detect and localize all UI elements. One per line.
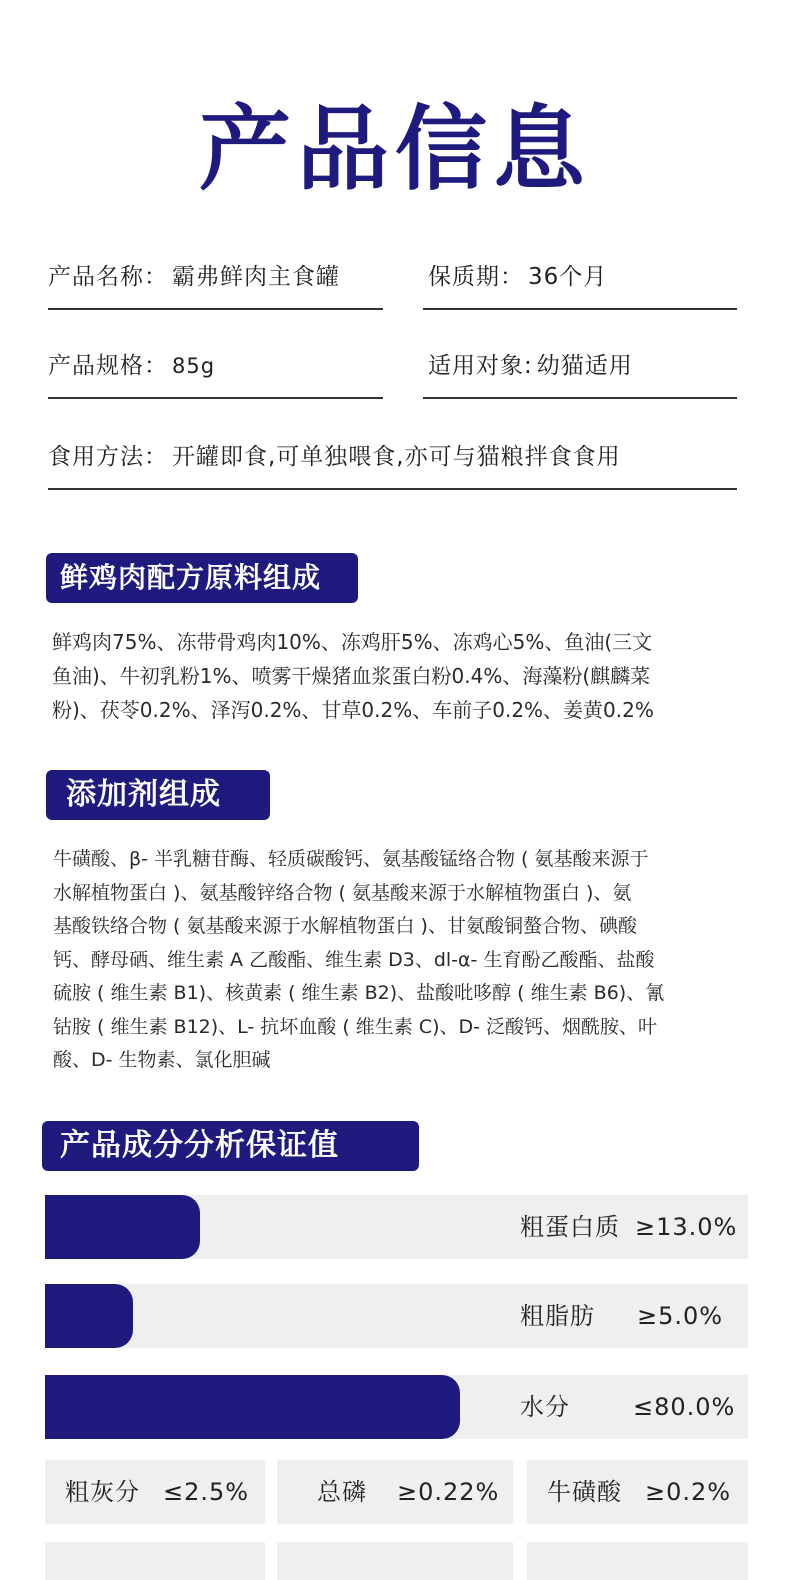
analysis-bar-fill [45,1195,200,1259]
analysis-bar-label: 粗蛋白质 [520,1213,620,1241]
additives-line: 硫胺 ( 维生素 B1)、核黄素 ( 维生素 B2)、盐酸吡哆醇 ( 维生素 B6)、氰 [53,982,665,1004]
target-field [423,351,737,399]
ingredients-line: 粉)、茯苓0.2%、泽泻0.2%、甘草0.2%、车前子0.2%、姜黄0.2% [52,698,654,722]
additives-line: 钴胺 ( 维生素 B12)、L- 抗坏血酸 ( 维生素 C)、D- 泛酸钙、烟酰胺、叶 [53,1015,658,1038]
target-value: 幼猫适用 [536,353,633,379]
analysis-bar-label: 粗脂肪 [520,1302,595,1330]
analysis-cell-partial [45,1542,265,1580]
product-name-value: 霸弗鲜肉主食罐 [172,264,340,290]
additives-line: 钙、酵母硒、维生素 A 乙酸酯、维生素 D3、dl-α- 生育酚乙酸酯、盐酸 [53,948,655,971]
analysis-bar-value: ≥13.0% [635,1213,738,1241]
additives-line: 牛磺酸、β- 半乳糖苷酶、轻质碳酸钙、氨基酸锰络合物 ( 氨基酸来源于 [53,848,649,870]
analysis-cell [45,1460,265,1524]
analysis-cell [277,1460,513,1524]
additives-line: 酸、D- 生物素、氯化胆碱 [53,1049,271,1071]
analysis-cell-partial [277,1542,513,1580]
analysis-bar-row [45,1195,748,1259]
analysis-bar-fill [45,1284,133,1348]
product-spec-label: 产品规格： [48,353,168,379]
ingredients-line: 鲜鸡肉75%、冻带骨鸡肉10%、冻鸡肝5%、冻鸡心5%、鱼油(三文 [52,630,653,654]
additives-line: 水解植物蛋白 )、氨基酸锌络合物 ( 氨基酸来源于水解植物蛋白 )、氨 [53,881,632,904]
additives-text [53,843,753,1078]
analysis-cell-label: 牛磺酸 [547,1478,622,1506]
product-name-field [48,262,383,310]
analysis-cell-partial [527,1542,748,1580]
additives-line: 基酸铁络合物 ( 氨基酸来源于水解植物蛋白 )、甘氨酸铜螯合物、碘酸 [53,915,637,937]
usage-field [48,442,737,490]
analysis-cell-label: 总磷 [317,1478,367,1506]
analysis-bar-row [45,1284,748,1348]
page-title: 产品信息 [198,96,591,203]
analysis-bar-value: ≥5.0% [637,1302,724,1330]
usage-value: 开罐即食,可单独喂食,亦可与猫粮拌食食用 [172,444,621,470]
analysis-cell-value: ≤2.5% [163,1478,250,1506]
usage-label: 食用方法： [48,444,168,470]
shelf-life-label: 保质期： [428,264,524,290]
analysis-bar-row [45,1375,748,1439]
analysis-bar-fill [45,1375,460,1439]
additives-header: 添加剂组成 [46,770,270,820]
analysis-cell [527,1460,748,1524]
analysis-bar-label: 水分 [520,1393,570,1421]
ingredients-text [52,625,752,727]
analysis-bar-value: ≤80.0% [633,1393,736,1421]
shelf-life-value: 36个月 [528,264,608,290]
analysis-cell-label: 粗灰分 [65,1478,140,1506]
ingredients-line: 鱼油)、牛初乳粉1%、喷雾干燥猪血浆蛋白粉0.4%、海藻粉(麒麟菜 [52,664,651,688]
product-name-label: 产品名称： [48,264,168,290]
analysis-cell-value: ≥0.2% [645,1478,732,1506]
shelf-life-field [423,262,737,310]
target-label: 适用对象: [428,353,533,379]
analysis-cell-value: ≥0.22% [397,1478,500,1506]
analysis-header: 产品成分分析保证值 [42,1121,419,1171]
product-spec-field [48,351,383,399]
product-spec-value: 85g [172,354,216,378]
ingredients-header: 鲜鸡肉配方原料组成 [46,553,358,603]
